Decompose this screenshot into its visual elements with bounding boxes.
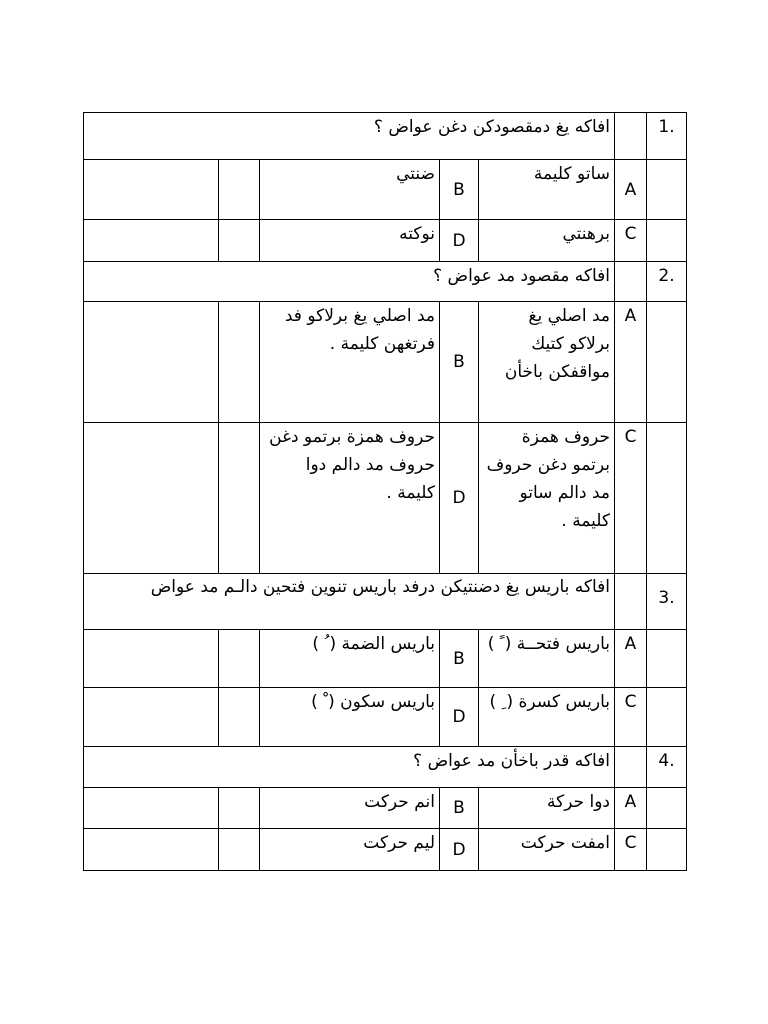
option-letter: C [615, 829, 647, 871]
question-number: 1. [647, 113, 687, 160]
empty-cell [219, 829, 260, 871]
option-text: ساتو كليمة [479, 160, 615, 220]
option-letter: D [440, 688, 479, 747]
empty-cell [647, 302, 687, 423]
option-text: دوا حركة [479, 788, 615, 829]
option-text: ليم حركت [260, 829, 440, 871]
option-letter: A [615, 160, 647, 220]
empty-cell [647, 788, 687, 829]
option-letter: B [440, 160, 479, 220]
empty-cell [647, 220, 687, 262]
empty-cell [615, 113, 647, 160]
empty-cell [219, 220, 260, 262]
empty-cell [219, 788, 260, 829]
empty-cell [647, 688, 687, 747]
empty-cell [219, 630, 260, 688]
option-letter: C [615, 423, 647, 574]
option-row [84, 829, 687, 871]
empty-cell [647, 829, 687, 871]
option-letter: C [615, 688, 647, 747]
option-letter: C [615, 220, 647, 262]
empty-cell [615, 574, 647, 630]
option-letter: B [440, 302, 479, 423]
empty-cell [84, 423, 219, 574]
empty-cell [84, 160, 219, 220]
empty-cell [647, 630, 687, 688]
quiz-table [83, 112, 687, 871]
option-text: مد اصلي يغ برلاكو فد فرتغهن كليمة . [260, 302, 440, 423]
empty-cell [84, 630, 219, 688]
option-text: باريس كسرة ( ِ ) [479, 688, 615, 747]
question-text: افاكه يغ دمقصودكن دغن عواض ؟ [84, 113, 615, 160]
empty-cell [84, 220, 219, 262]
option-text: امفت حركت [479, 829, 615, 871]
empty-cell [647, 423, 687, 574]
option-text: باريس الضمة ( ُ ) [260, 630, 440, 688]
empty-cell [84, 829, 219, 871]
option-letter: B [440, 630, 479, 688]
empty-cell [615, 262, 647, 302]
option-letter: D [440, 829, 479, 871]
option-letter: B [440, 788, 479, 829]
option-text: باريس فتحــة ( ً ) [479, 630, 615, 688]
empty-cell [219, 302, 260, 423]
question-number: 4. [647, 747, 687, 788]
option-row [84, 160, 687, 220]
option-row [84, 688, 687, 747]
empty-cell [615, 747, 647, 788]
empty-cell [647, 160, 687, 220]
empty-cell [219, 423, 260, 574]
empty-cell [219, 688, 260, 747]
option-text: حروف همزة برتمو دغن حروف مد دالم ساتو كليمة . [479, 423, 615, 574]
option-text: نوكته [260, 220, 440, 262]
question-text: افاكه باريس يغ دضنتيكن درفد باريس تنوين فتحين دالـم مد عواض [84, 574, 615, 630]
option-row [84, 788, 687, 829]
option-row [84, 423, 687, 574]
option-text: انم حركت [260, 788, 440, 829]
question-row [84, 113, 687, 160]
option-text: باريس سكون ( ْ ) [260, 688, 440, 747]
question-row [84, 747, 687, 788]
option-letter: D [440, 220, 479, 262]
option-letter: D [440, 423, 479, 574]
question-text: افاكه مقصود مد عواض ؟ [84, 262, 615, 302]
question-text: افاكه قدر باخأن مد عواض ؟ [84, 747, 615, 788]
empty-cell [84, 688, 219, 747]
option-text: مد اصلي يغ برلاكو كتيك مواقفكن باخأن [479, 302, 615, 423]
empty-cell [84, 788, 219, 829]
option-text: حروف همزة برتمو دغن حروف مد دالم دوا كليمة . [260, 423, 440, 574]
question-number: 2. [647, 262, 687, 302]
empty-cell [84, 302, 219, 423]
option-row [84, 630, 687, 688]
option-letter: A [615, 630, 647, 688]
empty-cell [219, 160, 260, 220]
option-row [84, 220, 687, 262]
option-letter: A [615, 788, 647, 829]
option-letter: A [615, 302, 647, 423]
question-row [84, 262, 687, 302]
option-row [84, 302, 687, 423]
option-text: ضنتي [260, 160, 440, 220]
question-row [84, 574, 687, 630]
option-text: برهنتي [479, 220, 615, 262]
question-number: 3. [647, 574, 687, 630]
